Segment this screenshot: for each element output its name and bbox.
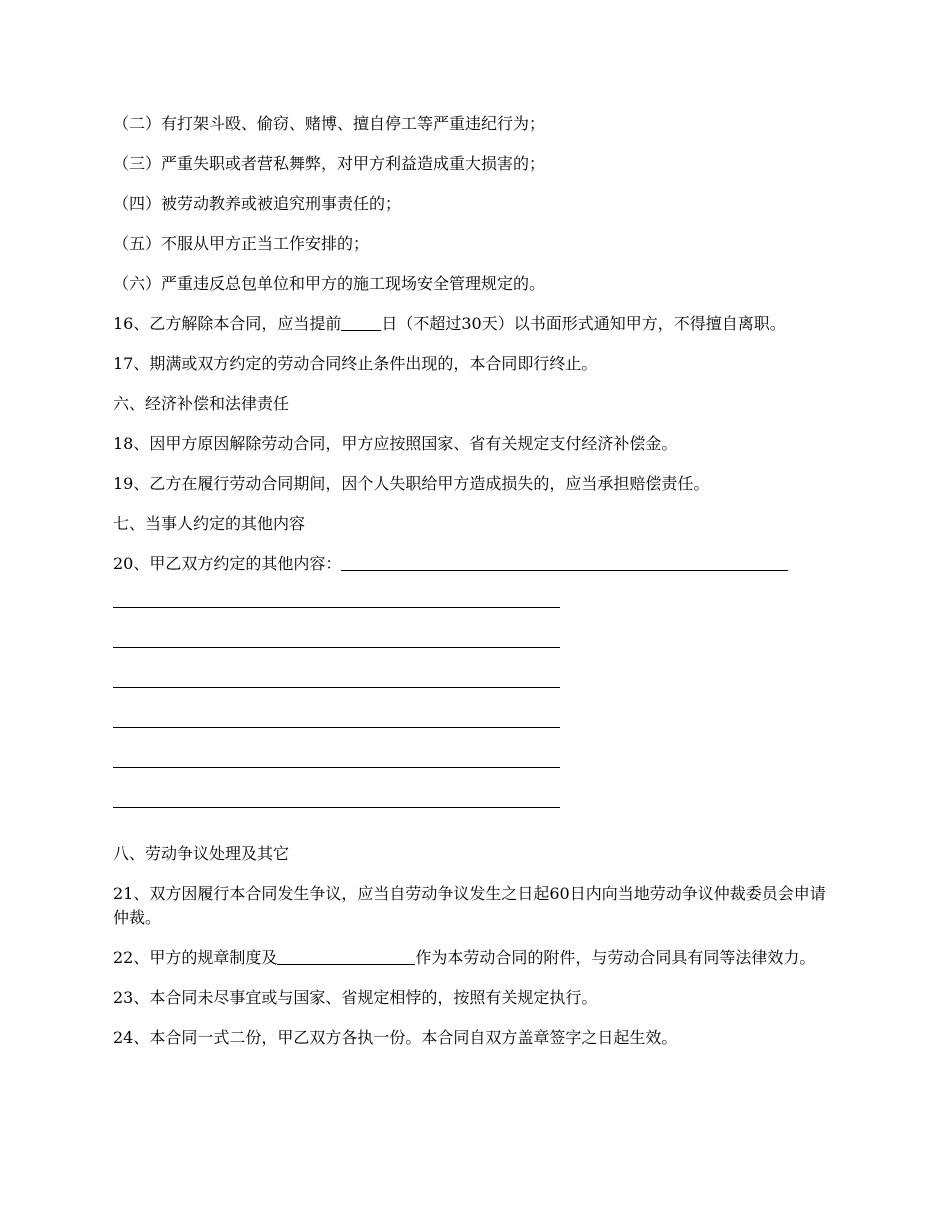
clause-3: （三）严重失职或者营私舞弊，对甲方利益造成重大损害的；	[113, 154, 546, 173]
item-22-text-before: 22、甲方的规章制度及	[113, 948, 278, 967]
other-content-blank[interactable]	[341, 554, 788, 571]
item-21: 21、双方因履行本合同发生争议，应当自劳动争议发生之日起60日内向当地劳动争议仲裁委员会申请仲裁。	[113, 884, 826, 927]
clause-5: （五）不服从甲方正当工作安排的；	[113, 234, 370, 253]
item-19: 19、乙方在履行劳动合同期间，因个人失职给甲方造成损失的，应当承担赔偿责任。	[113, 474, 710, 493]
item-16	[113, 312, 838, 336]
item-22-text-after: 作为本劳动合同的附件，与劳动合同具有同等法律效力。	[415, 948, 816, 967]
item-22	[113, 946, 838, 970]
other-content-line-1[interactable]	[113, 584, 560, 608]
item-20	[113, 552, 838, 576]
clause-6: （六）严重违反总包单位和甲方的施工现场安全管理规定的。	[113, 274, 546, 293]
document-body	[113, 112, 838, 1050]
section-6-heading: 六、经济补偿和法律责任	[113, 394, 290, 413]
item-16-text-before: 16、乙方解除本合同，应当提前	[113, 314, 342, 333]
attachment-blank[interactable]	[277, 948, 415, 965]
section-7-heading: 七、当事人约定的其他内容	[113, 514, 306, 533]
item-17: 17、期满或双方约定的劳动合同终止条件出现的，本合同即行终止。	[113, 354, 598, 373]
clause-2: （二）有打架斗殴、偷窃、赌博、擅自停工等严重违纪行为；	[113, 114, 546, 133]
item-20-label: 20、甲乙双方约定的其他内容：	[113, 554, 342, 573]
item-18: 18、因甲方原因解除劳动合同，甲方应按照国家、省有关规定支付经济补偿金。	[113, 434, 678, 453]
item-16-text-after: 日（不超过30天）以书面形式通知甲方，不得擅自离职。	[381, 314, 786, 333]
item-24: 24、本合同一式二份，甲乙双方各执一份。本合同自双方盖章签字之日起生效。	[113, 1028, 678, 1047]
notice-days-blank[interactable]	[341, 314, 381, 331]
other-content-line-6[interactable]	[113, 784, 560, 808]
other-content-line-5[interactable]	[113, 744, 560, 768]
other-content-line-4[interactable]	[113, 704, 560, 728]
clause-4: （四）被劳动教养或被追究刑事责任的；	[113, 194, 402, 213]
item-23: 23、本合同未尽事宜或与国家、省规定相悖的，按照有关规定执行。	[113, 988, 598, 1007]
other-content-line-3[interactable]	[113, 664, 560, 688]
section-8-heading: 八、劳动争议处理及其它	[113, 844, 290, 863]
other-content-line-2[interactable]	[113, 624, 560, 648]
